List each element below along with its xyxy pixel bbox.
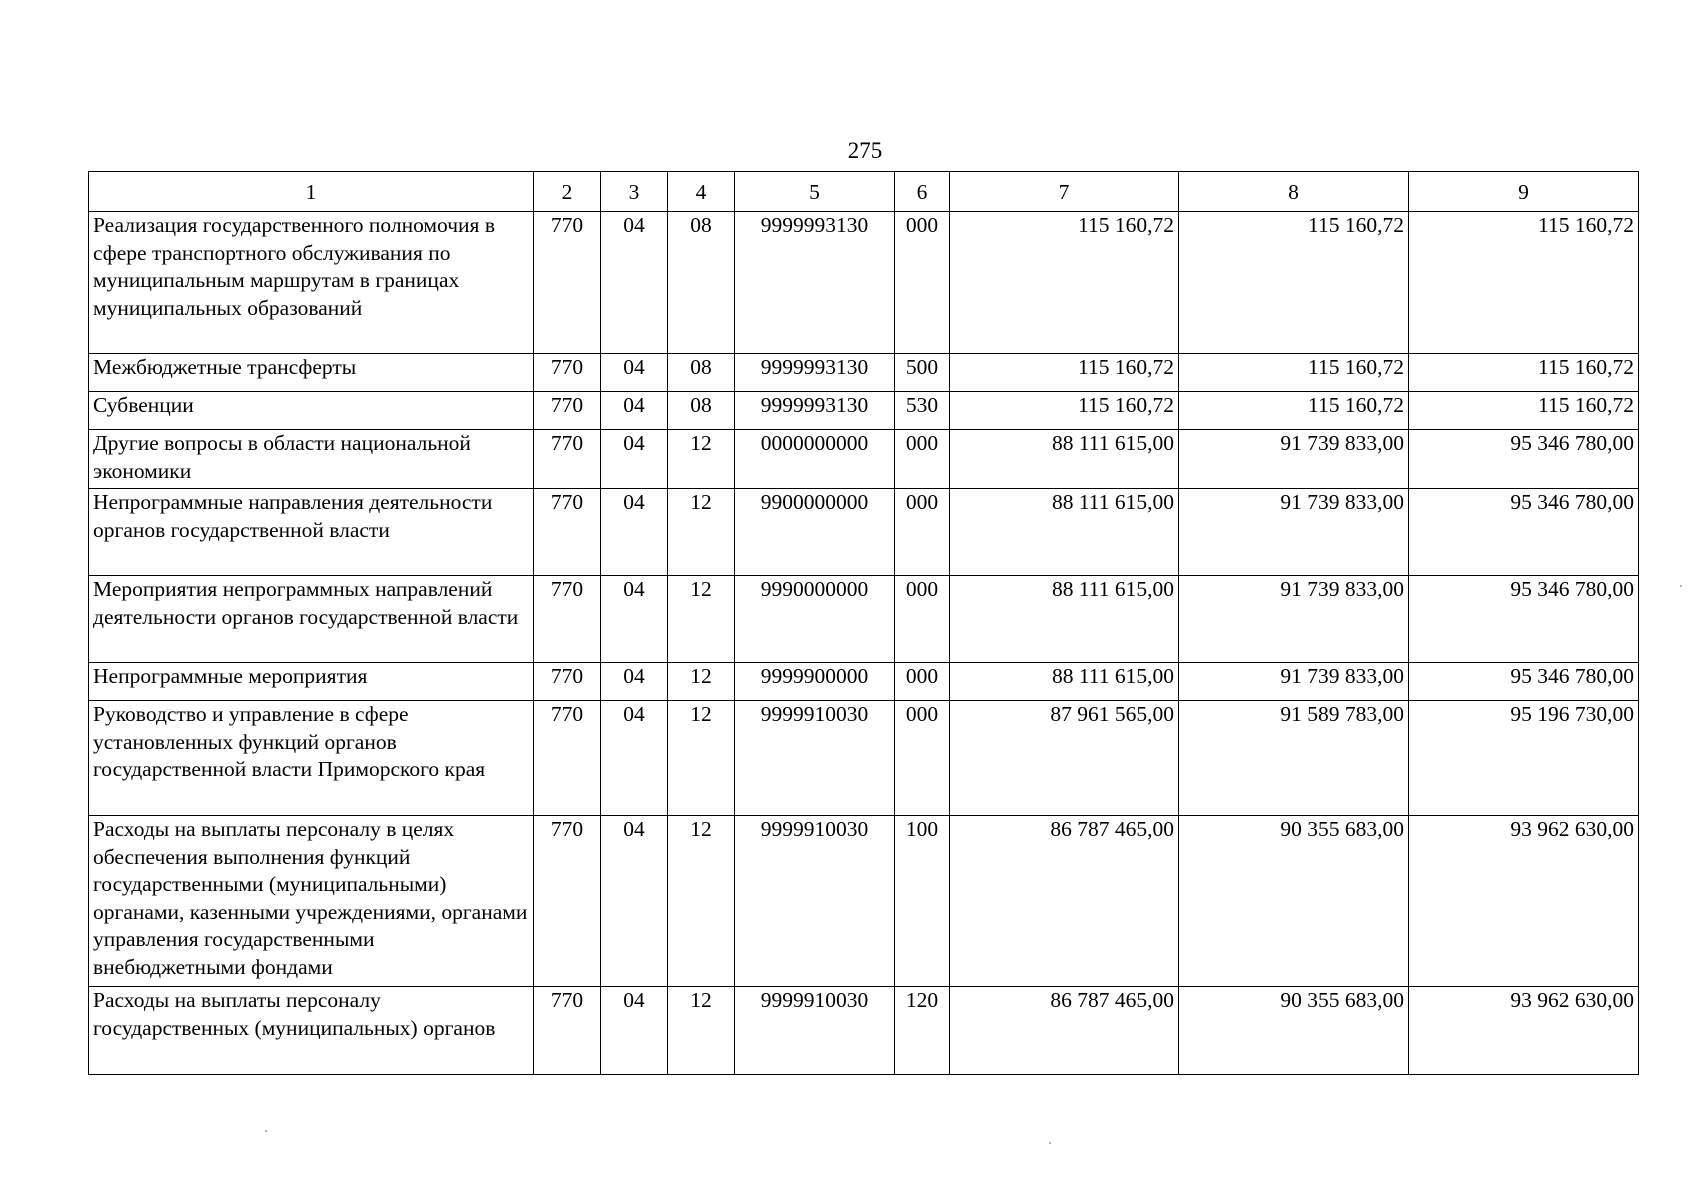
header-cell-2: 2 [534, 172, 601, 212]
row-name: Непрограммные направления деятельности органов государственной власти [89, 489, 534, 576]
code-3: 04 [601, 392, 668, 430]
amount-9: 93 962 630,00 [1409, 816, 1639, 987]
amount-8: 115 160,72 [1179, 354, 1409, 392]
table-row [89, 576, 1639, 663]
header-cell-8: 8 [1179, 172, 1409, 212]
code-4: 12 [668, 663, 735, 701]
header-cell-9: 9 [1409, 172, 1639, 212]
table-row [89, 663, 1639, 701]
amount-7: 88 111 615,00 [950, 663, 1179, 701]
table-row [89, 816, 1639, 987]
amount-9: 95 346 780,00 [1409, 576, 1639, 663]
header-cell-6: 6 [895, 172, 950, 212]
code-4: 12 [668, 987, 735, 1075]
code-3: 04 [601, 987, 668, 1075]
code-6: 100 [895, 816, 950, 987]
row-name: Реализация государственного полномочия в сфере транспортного обслуживания по муниципальным маршрутам в границах муниципальных образований [89, 212, 534, 354]
row-name: Руководство и управление в сфере установленных функций органов государственной власти Приморского края [89, 701, 534, 816]
amount-7: 86 787 465,00 [950, 987, 1179, 1075]
table-row [89, 212, 1639, 354]
code-6: 500 [895, 354, 950, 392]
table-row [89, 987, 1639, 1075]
code-5: 9999910030 [735, 987, 895, 1075]
code-2: 770 [534, 663, 601, 701]
code-6: 120 [895, 987, 950, 1075]
code-5: 9999993130 [735, 354, 895, 392]
amount-7: 115 160,72 [950, 212, 1179, 354]
row-name: Мероприятия непрограммных направлений деятельности органов государственной власти [89, 576, 534, 663]
code-6: 000 [895, 212, 950, 354]
amount-9: 93 962 630,00 [1409, 987, 1639, 1075]
code-3: 04 [601, 701, 668, 816]
amount-7: 88 111 615,00 [950, 489, 1179, 576]
code-2: 770 [534, 430, 601, 489]
amount-8: 91 739 833,00 [1179, 489, 1409, 576]
amount-9: 95 346 780,00 [1409, 430, 1639, 489]
amount-8: 90 355 683,00 [1179, 816, 1409, 987]
amount-8: 115 160,72 [1179, 392, 1409, 430]
code-6: 530 [895, 392, 950, 430]
table-row [89, 430, 1639, 489]
header-cell-7: 7 [950, 172, 1179, 212]
code-3: 04 [601, 354, 668, 392]
code-5: 9999993130 [735, 392, 895, 430]
page-number: 275 [847, 138, 883, 163]
row-name: Расходы на выплаты персоналу государственных (муниципальных) органов [89, 987, 534, 1075]
code-2: 770 [534, 354, 601, 392]
code-2: 770 [534, 212, 601, 354]
amount-8: 91 739 833,00 [1179, 430, 1409, 489]
amount-9: 95 346 780,00 [1409, 663, 1639, 701]
code-3: 04 [601, 816, 668, 987]
code-3: 04 [601, 489, 668, 576]
amount-7: 88 111 615,00 [950, 576, 1179, 663]
code-6: 000 [895, 489, 950, 576]
row-name: Субвенции [89, 392, 534, 430]
code-3: 04 [601, 663, 668, 701]
header-cell-3: 3 [601, 172, 668, 212]
budget-table [88, 171, 1639, 1075]
amount-8: 91 739 833,00 [1179, 663, 1409, 701]
row-name: Другие вопросы в области национальной экономики [89, 430, 534, 489]
code-4: 12 [668, 701, 735, 816]
row-name: Непрограммные мероприятия [89, 663, 534, 701]
code-3: 04 [601, 430, 668, 489]
code-4: 08 [668, 212, 735, 354]
code-5: 9999910030 [735, 701, 895, 816]
code-5: 9990000000 [735, 576, 895, 663]
scan-speck [1049, 1142, 1051, 1144]
scan-speck [1680, 585, 1682, 587]
amount-9: 115 160,72 [1409, 392, 1639, 430]
amount-9: 95 196 730,00 [1409, 701, 1639, 816]
table-row [89, 701, 1639, 816]
code-4: 12 [668, 430, 735, 489]
code-4: 12 [668, 576, 735, 663]
amount-9: 115 160,72 [1409, 212, 1639, 354]
code-2: 770 [534, 987, 601, 1075]
code-4: 12 [668, 489, 735, 576]
amount-7: 115 160,72 [950, 354, 1179, 392]
header-cell-5: 5 [735, 172, 895, 212]
code-5: 9999900000 [735, 663, 895, 701]
amount-7: 88 111 615,00 [950, 430, 1179, 489]
scan-speck [265, 1130, 267, 1132]
code-6: 000 [895, 663, 950, 701]
table-row [89, 392, 1639, 430]
amount-7: 87 961 565,00 [950, 701, 1179, 816]
code-2: 770 [534, 392, 601, 430]
row-name: Межбюджетные трансферты [89, 354, 534, 392]
code-4: 08 [668, 392, 735, 430]
amount-8: 91 589 783,00 [1179, 701, 1409, 816]
header-cell-1: 1 [89, 172, 534, 212]
row-name: Расходы на выплаты персоналу в целях обеспечения выполнения функций государственными (муниципальными) органами, казенными учреждениями, органами управления государственными внебюджетными фондами [89, 816, 534, 987]
code-2: 770 [534, 576, 601, 663]
amount-8: 90 355 683,00 [1179, 987, 1409, 1075]
code-3: 04 [601, 576, 668, 663]
code-5: 0000000000 [735, 430, 895, 489]
code-5: 9900000000 [735, 489, 895, 576]
code-4: 08 [668, 354, 735, 392]
code-6: 000 [895, 576, 950, 663]
code-6: 000 [895, 430, 950, 489]
code-6: 000 [895, 701, 950, 816]
amount-9: 95 346 780,00 [1409, 489, 1639, 576]
code-3: 04 [601, 212, 668, 354]
code-2: 770 [534, 816, 601, 987]
header-row [89, 172, 1639, 212]
amount-7: 86 787 465,00 [950, 816, 1179, 987]
code-5: 9999993130 [735, 212, 895, 354]
table-row [89, 489, 1639, 576]
code-2: 770 [534, 489, 601, 576]
code-5: 9999910030 [735, 816, 895, 987]
table-row [89, 354, 1639, 392]
amount-8: 91 739 833,00 [1179, 576, 1409, 663]
code-2: 770 [534, 701, 601, 816]
amount-7: 115 160,72 [950, 392, 1179, 430]
amount-9: 115 160,72 [1409, 354, 1639, 392]
amount-8: 115 160,72 [1179, 212, 1409, 354]
code-4: 12 [668, 816, 735, 987]
header-cell-4: 4 [668, 172, 735, 212]
